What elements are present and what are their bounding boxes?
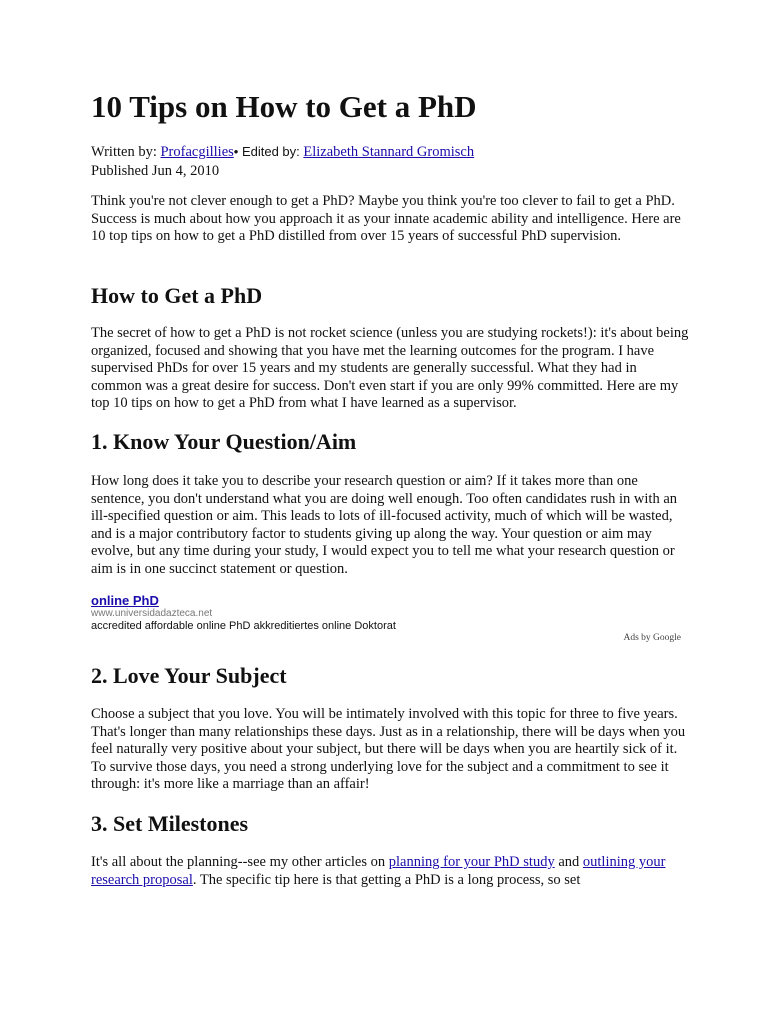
intro-paragraph: Think you're not clever enough to get a PhD? Maybe you think you're too clever to fail to get a PhD. Success is much about how you approach it as your innate academic ability and intelligence. Here are 10 top tips on how to get a PhD distilled from over 15 years of successful PhD supervision. [91, 193, 681, 245]
tip-3-text-end: . The specific tip here is that getting a PhD is a long process, so set [192, 871, 581, 888]
tip-3-paragraph [91, 854, 691, 889]
ad-description: accredited affordable online PhD akkreditiertes online Doktorat [91, 620, 396, 632]
ad-title-link[interactable]: online PhD [91, 593, 159, 608]
tip-3-text-start: It's all about the planning--see my other articles on [91, 854, 389, 870]
tip-2-paragraph: Choose a subject that you love. You will be intimately involved with this topic for three to five years. That's longer than many relationships these days. Just as in a relationship, there will be days when you feel naturally very positive about your subject, but there will be days when you are heartily sick of it. To survive those days, you need a strong underlying love for the subject and a commitment to see it through: it's more like a marriage than an affair! [91, 706, 686, 793]
tip-1-paragraph: How long does it take you to describe your research question or aim? If it takes more than one sentence, you don't understand what you are doing well enough. Too often candidates rush in with an ill-specified question or aim. This leads to lots of ill-focused activity, much of which will be wasted, and is a major contributory factor to students giving up along the way. Your question or aim may evolve, but any time during your study, I would expect you to tell me what your research question or aim is in one succinct statement or question. [91, 473, 678, 577]
heading-tip-3: 3. Set Milestones [91, 811, 249, 836]
tip-3-text-mid: and [554, 854, 583, 870]
how-to-paragraph: The secret of how to get a PhD is not rocket science (unless you are studying rockets!): it's about being organized, focused and showing that you have met the learning outcomes for the program. I have supervised PhDs for over 15 years and my students are generally successful. What they had in common was a great desire for success. Don't even start if you are only 99% committed. Here are my top 10 tips on how to get a PhD from what I have learned as a supervisor. [91, 325, 689, 412]
planning-phd-study-link[interactable]: planning for your PhD study [388, 854, 555, 870]
ads-by-google-link[interactable]: Ads by Google [623, 633, 681, 643]
ad-url[interactable]: www.universidadazteca.net [91, 608, 213, 619]
editor-link[interactable]: Elizabeth Stannard Gromisch [303, 144, 475, 160]
byline [91, 142, 474, 181]
ad-block [91, 593, 681, 643]
written-by-label: Written by: [91, 144, 161, 160]
article-title: 10 Tips on How to Get a PhD [91, 89, 477, 124]
edited-by-label: • Edited by: [233, 144, 304, 159]
published-date: Published Jun 4, 2010 [91, 163, 220, 179]
heading-tip-2: 2. Love Your Subject [91, 663, 287, 688]
outlining-research-proposal-link[interactable]: outlining your research proposal [91, 854, 666, 888]
heading-how-to-get-phd: How to Get a PhD [91, 283, 263, 308]
author-link[interactable]: Profacgillies [160, 144, 234, 160]
heading-tip-1: 1. Know Your Question/Aim [91, 429, 357, 454]
